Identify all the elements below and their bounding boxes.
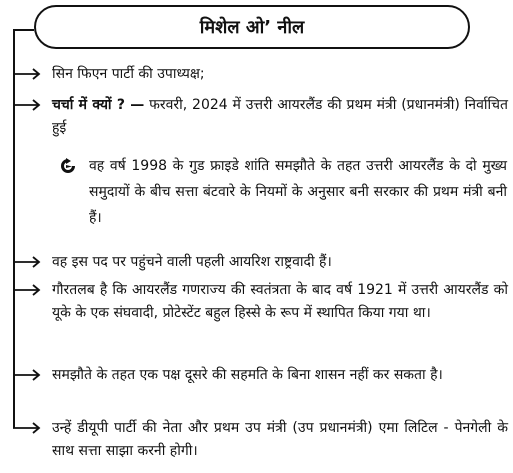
connector-top-line [13,29,34,31]
point-5-text: समझौते के तहत एक पक्ष दूसरे की सहमति के बिना शासन नहीं कर सकता है। [52,367,443,383]
point-4 [52,279,508,325]
right-arrow-icon [13,68,41,80]
page-title-text: मिशेल ओ’ नील [199,17,305,38]
circle-arrow-icon [60,158,76,174]
point-6-text: उन्हें डीयूपी पार्टी की नेता और प्रथम उप मंत्री (उप प्रधानमंत्री) एमा लिटिल - पेनगेली के साथ सत्ता साझा करनी होगी। [52,420,508,459]
point-3-text: वह इस पद पर पहुंचने वाली पहली आयरिश राष्ट्रवादी हैं। [52,254,332,270]
point-2-lead: चर्चा में क्यों ? — [52,97,145,113]
point-5 [52,364,508,387]
sub-point [89,153,507,231]
point-2 [52,94,508,140]
right-arrow-icon [13,422,41,434]
point-1-text: सिन फिएन पार्टी की उपाध्यक्ष; [52,66,205,82]
right-arrow-icon [13,284,41,296]
right-arrow-icon [13,99,41,111]
point-2-text: फरवरी, 2024 में उत्तरी आयरलैंड की प्रथम मंत्री (प्रधानमंत्री) निर्वाचित हुई [52,97,508,136]
right-arrow-icon [13,369,41,381]
point-1 [52,63,508,86]
page-title [34,5,470,49]
point-6 [52,417,508,463]
right-arrow-icon [13,256,41,268]
point-4-text: गौरतलब है कि आयरलैंड गणराज्य की स्वतंत्रता के बाद वर्ष 1921 में उत्तरी आयरलैंड को यूके के एक संघवादी, प्रोटेस्टेंट बहुल हिस्से के रूप में स्थापित किया गया था। [52,282,508,321]
sub-point-text: वह वर्ष 1998 के गुड फ्राइडे शांति समझौते के तहत उत्तरी आयरलैंड के दो मुख्य समुदायों के बीच सत्ता बंटवारे के नियमों के अनुसार बनी सरकार की प्रथम मंत्री बनी हैं। [89,158,507,226]
point-3 [52,251,508,274]
